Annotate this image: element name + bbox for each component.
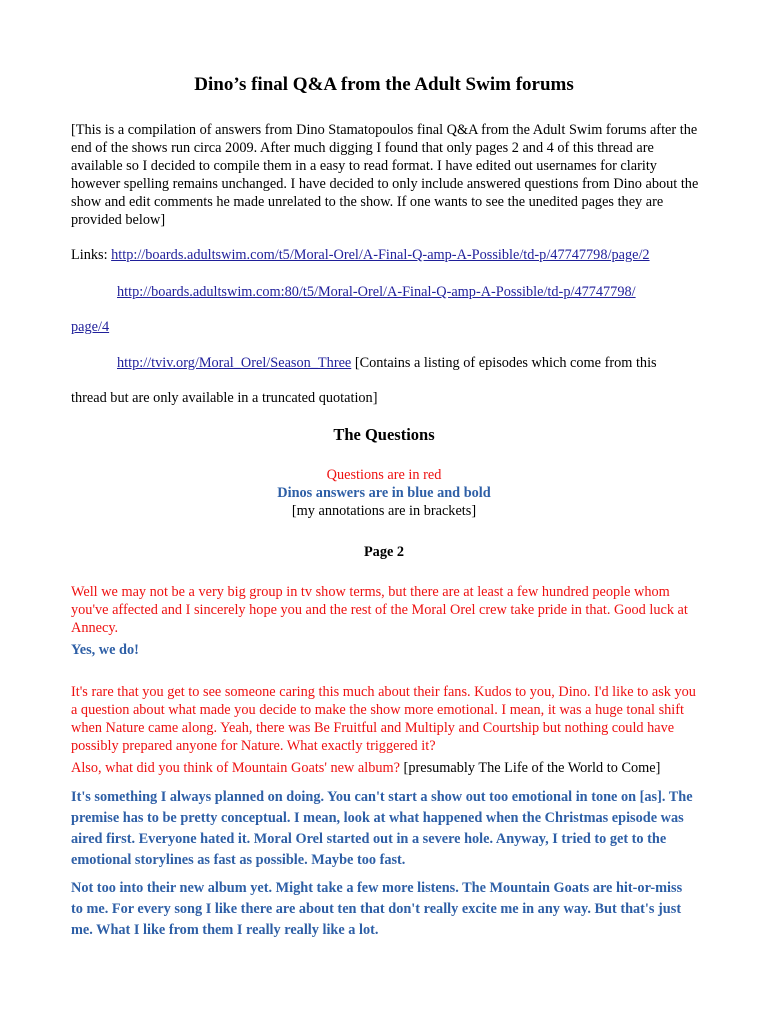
links-row bbox=[71, 246, 650, 264]
answer-2: It's something I always planned on doing. You can't start a show out too emotional in tone on [as]. The premise has to be pretty conceptual. I mean, look at what happened when the Christmas episode was aired first. Everyone hated it. Moral Orel started out in a severe hole. Anyway, I tried to get to the emotional storylines as fast as possible. Maybe too fast. bbox=[71, 789, 693, 868]
question-2-album: Also, what did you think of Mountain Goats' new album? bbox=[71, 760, 400, 776]
legend-questions: Questions are in red bbox=[326, 467, 442, 483]
answer-1: Yes, we do! bbox=[71, 642, 139, 658]
link-page-4[interactable]: http://boards.adultswim.com:80/t5/Moral-Orel/A-Final-Q-amp-A-Possible/td-p/47747798/ bbox=[117, 284, 636, 300]
link-page-4-line1 bbox=[117, 283, 636, 301]
link-page-2[interactable]: http://boards.adultswim.com/t5/Moral-Orel/A-Final-Q-amp-A-Possible/td-p/47747798/page/2 bbox=[111, 247, 650, 263]
legend-annotations: [my annotations are in brackets] bbox=[291, 503, 477, 519]
section-title: The Questions bbox=[333, 425, 435, 444]
link-page-4-cont[interactable]: page/4 bbox=[71, 319, 110, 335]
page-label: Page 2 bbox=[363, 544, 405, 560]
question-2-followup bbox=[71, 759, 711, 777]
link-tviv[interactable]: http://tviv.org/Moral_Orel/Season_Three bbox=[117, 355, 352, 371]
document-title: Dino’s final Q&A from the Adult Swim forums bbox=[194, 74, 574, 95]
answer-2-album: Not too into their new album yet. Might take a few more listens. The Mountain Goats are hit-or-miss to me. For every song I like there are about ten that don't really excite me in any way. But that's just me. What I like from them I really really like a lot. bbox=[71, 880, 683, 938]
question-2: It's rare that you get to see someone caring this much about their fans. Kudos to you, Dino. I'd like to ask you a question about what made you decide to make the show more emotional. I mean, it was a huge tonal shift when Nature came along. Yeah, there was Be Fruitful and Multiply and Courtship but nothing could have possibly prepared anyone for Nature. What exactly triggered it? bbox=[71, 684, 696, 754]
link-tviv-note-cont: thread but are only available in a truncated quotation] bbox=[71, 390, 378, 406]
link-page-4-line2 bbox=[71, 318, 109, 336]
intro-paragraph: [This is a compilation of answers from Dino Stamatopoulos final Q&A from the Adult Swim forums after the end of the shows run circa 2009. After much digging I found that only pages 2 and 4 of this thread are available so I decided to compile them in a easy to read format. I have edited out usernames for clarity however spelling remains unchanged. I have decided to only include answered questions from Dino about the show and edit comments he made unrelated to the show. If one wants to see the unedited pages they are provided below] bbox=[71, 122, 699, 228]
question-1: Well we may not be a very big group in tv show terms, but there are at least a few hundred people whom you've affected and I sincerely hope you and the rest of the Moral Orel crew take pride in that. Good luck at Annecy. bbox=[71, 584, 688, 636]
question-2-annotation: [presumably The Life of the World to Come] bbox=[399, 760, 661, 776]
link-tviv-note: [Contains a listing of episodes which come from this bbox=[351, 355, 657, 371]
legend-answers: Dinos answers are in blue and bold bbox=[277, 485, 491, 501]
link-tviv-row bbox=[117, 354, 657, 372]
links-label: Links: bbox=[71, 247, 112, 263]
